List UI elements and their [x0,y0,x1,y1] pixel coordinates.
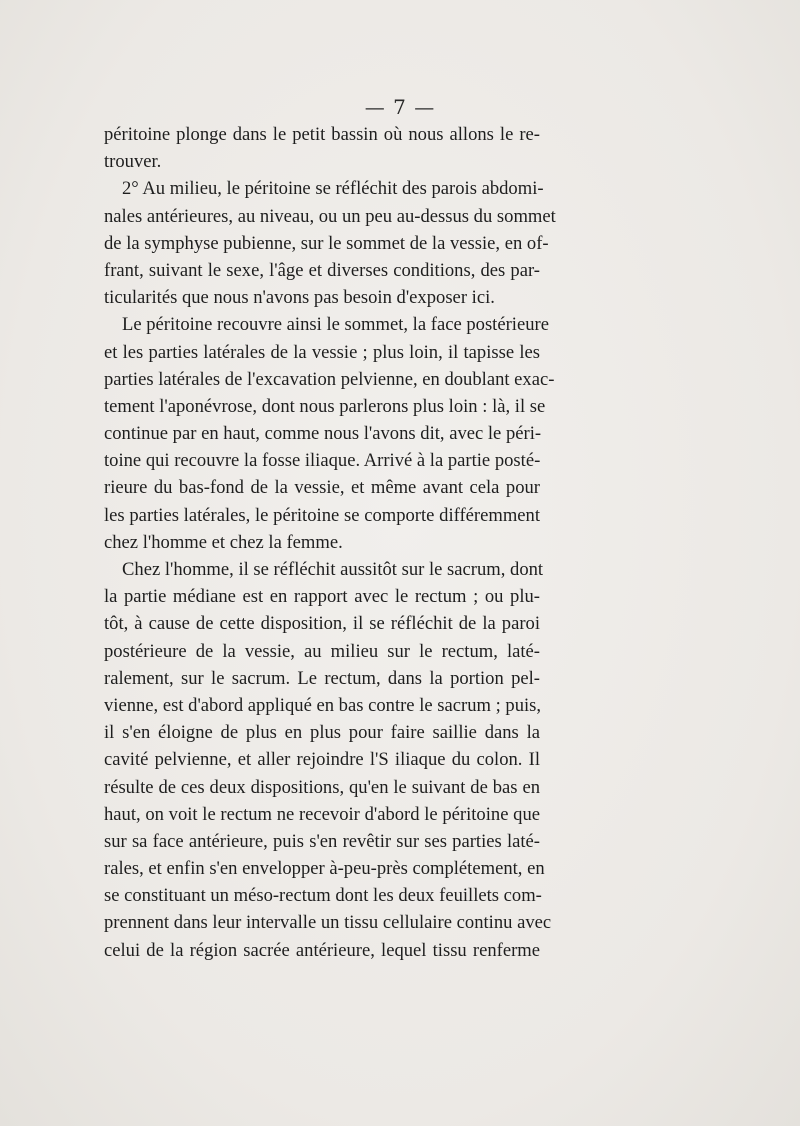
text-line: parties latérales de l'excavation pelvienne, en doublant exac- [104,368,555,390]
text-line: haut, on voit le rectum ne recevoir d'abord le péritoine que [104,803,540,825]
text-line: 2° Au milieu, le péritoine se réfléchit des parois abdomi- [122,178,544,200]
paragraph-1 [104,121,540,175]
text-line: sur sa face antérieure, puis s'en revêtir sur ses parties laté- [104,830,540,852]
text-line: ticularités que nous n'avons pas besoin d'exposer ici. [104,287,495,309]
text-line: les parties latérales, le péritoine se comporte différemment [104,504,540,526]
text-line: péritoine plonge dans le petit bassin où nous allons le re- [104,124,540,145]
text-line: il s'en éloigne de plus en plus pour faire saillie dans la [104,722,540,744]
text-line: la partie médiane est en rapport avec le rectum ; ou plu- [104,586,540,608]
text-line: de la symphyse pubienne, sur le sommet de la vessie, en of- [104,232,549,254]
text-line: et les parties latérales de la vessie ; plus loin, il tapisse les [104,341,540,363]
text-line: toine qui recouvre la fosse iliaque. Arrivé à la partie posté- [104,450,541,472]
text-line: rieure du bas-fond de la vessie, et même avant cela pour [104,477,540,499]
body-text [104,121,556,964]
paragraph-4 [104,556,552,964]
text-line: celui de la région sacrée antérieure, lequel tissu renferme [104,939,540,961]
text-line: se constituant un méso-rectum dont les deux feuillets com- [104,885,542,907]
text-line: nales antérieures, au niveau, ou un peu au-dessus du sommet [104,205,556,227]
text-line: vienne, est d'abord appliqué en bas contre le sacrum ; puis, [104,694,542,716]
text-line: frant, suivant le sexe, l'âge et diverses conditions, des par- [104,259,540,281]
text-line: Le péritoine recouvre ainsi le sommet, la face postérieure [122,314,549,336]
text-line: cavité pelvienne, et aller rejoindre l'S iliaque du colon. Il [104,749,540,771]
text-line: prennent dans leur intervalle un tissu cellulaire continu avec [104,912,552,934]
paragraph-2 [104,175,556,311]
text-line: continue par en haut, comme nous l'avons dit, avec le péri- [104,423,542,445]
text-line: résulte de ces deux dispositions, qu'en le suivant de bas en [104,776,540,798]
text-line: trouver. [104,151,162,173]
text-line: postérieure de la vessie, au milieu sur le rectum, laté- [104,640,540,662]
text-line: tement l'aponévrose, dont nous parlerons plus loin : là, il se [104,395,546,417]
page-number: — 7 — [364,95,436,119]
text-line: tôt, à cause de cette disposition, il se réfléchit de la paroi [104,613,540,635]
text-line: chez l'homme et chez la femme. [104,531,343,553]
text-line: ralement, sur le sacrum. Le rectum, dans la portion pel- [104,667,540,689]
text-line: rales, et enfin s'en envelopper à-peu-près complétement, en [104,858,545,880]
text-line: Chez l'homme, il se réfléchit aussitôt sur le sacrum, dont [122,559,544,580]
paragraph-3 [104,311,555,556]
